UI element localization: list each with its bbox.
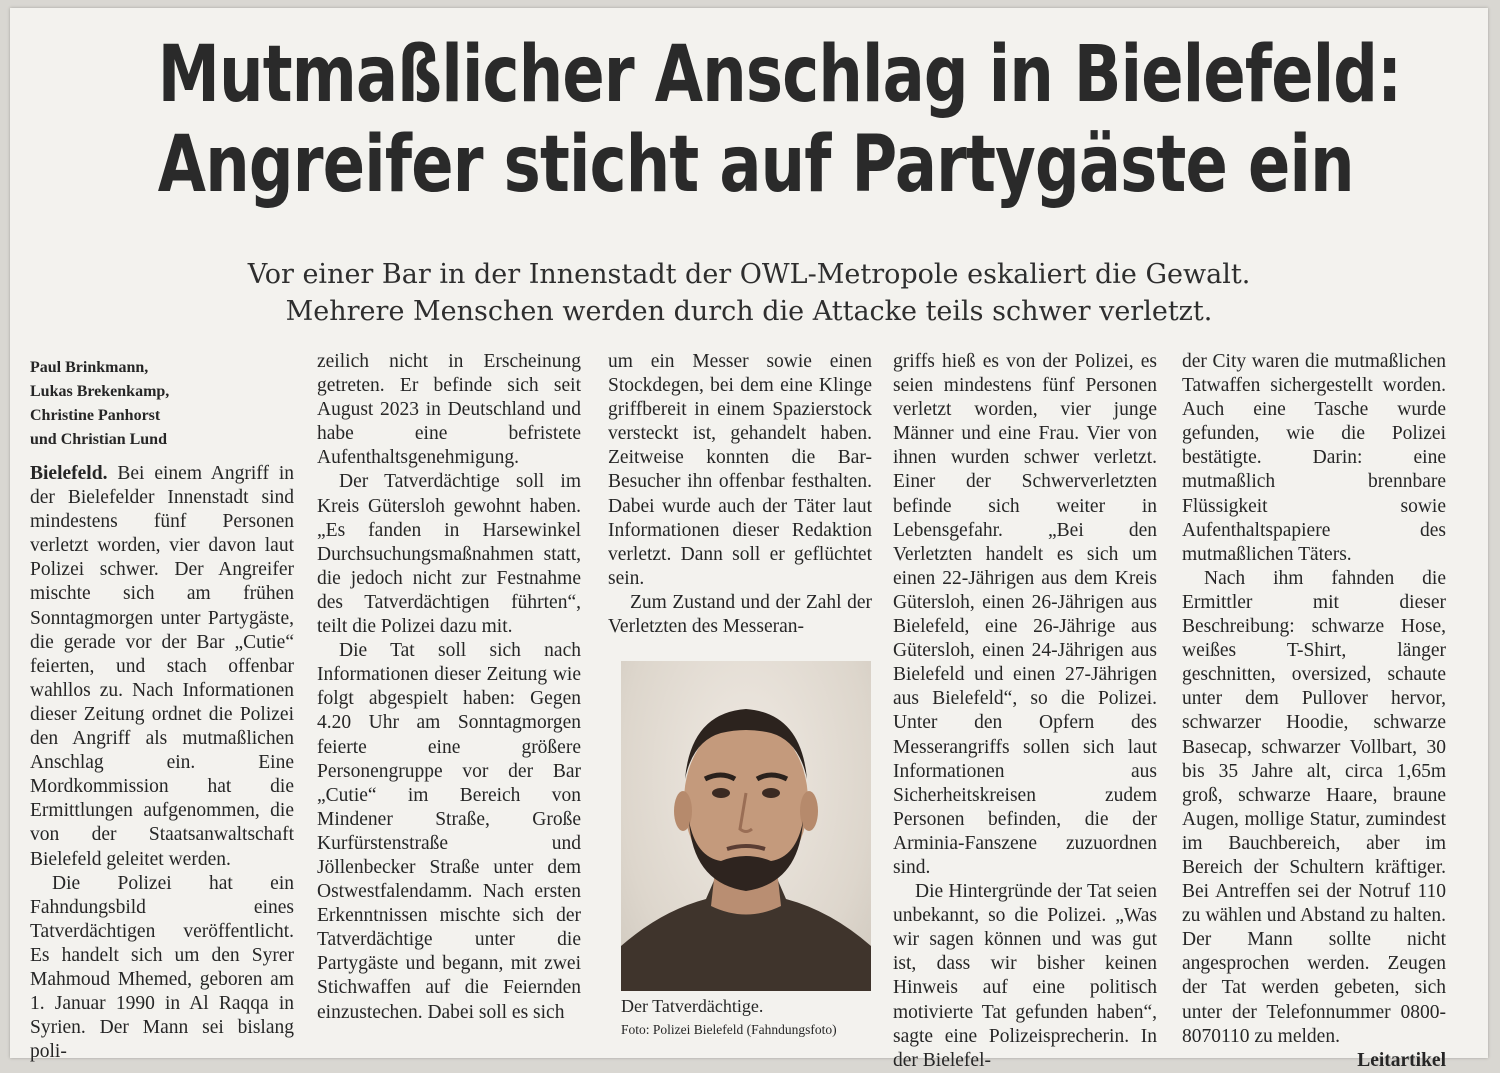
dateline: Bielefeld. <box>30 463 108 484</box>
author-name: und Christian Lund <box>30 431 167 448</box>
article-paragraph <box>30 462 294 872</box>
author-name: Paul Brinkmann, <box>30 359 149 376</box>
article-column-3 <box>608 350 872 639</box>
article-column-2 <box>317 350 581 1025</box>
subheadline-line-1: Vor einer Bar in der Innenstadt der OWL-Metropole eskaliert die Gewalt. <box>247 259 1251 290</box>
article-paragraph: Die Polizei hat ein Fahndungsbild eines Tatverdächtigen veröffentlicht. Es handelt sich um den Syrer Mahmoud Mhemed, geboren am 1. Januar 1990 in Al Raqqa in Syrien. Der Mann sei bislang poli- <box>30 872 294 1063</box>
article-paragraph: Die Tat soll sich nach Informationen dieser Zeitung wie folgt abgespielt haben: Gegen 4.20 Uhr am Sonntagmorgen feierte eine größere Personengruppe vor der Bar „Cutie“ im Bereich von Mindener Straße, Große Kurfürstenstraße und Jöllenbecker Straße unter dem Ostwestfalendamm. Nach ersten Erkenntnissen mischte sich der Tatverdächtige unter die Partygäste und begann, mit zwei Stichwaffen auf die Feiernden einzustechen. Dabei soll es sich <box>317 640 581 1023</box>
author-name: Lukas Brekenkamp, <box>30 383 170 400</box>
article-paragraph: Der Tatverdächtige soll im Kreis Gütersloh gewohnt haben. „Es fanden in Harsewinkel Durchsuchungsmaßnahmen statt, die jedoch nicht zur Festnahme des Tatverdächtigen führten“, teilt die Polizei dazu mit. <box>317 471 581 638</box>
suspect-portrait-image <box>621 661 871 991</box>
leitartikel-reference-link[interactable]: Leitartikel <box>1357 1049 1446 1071</box>
article-paragraph: der City waren die mutmaßlichen Tatwaffen sichergestellt worden. Auch eine Tasche wurde gefunden, wie die Polizei bestätigte. Darin: eine mutmaßlich brennbare Flüssigkeit sowie Aufenthaltspapiere des mutmaßlichen Täters. <box>1182 351 1446 565</box>
article-paragraph: Zum Zustand und der Zahl der Verletzten des Messeran- <box>608 591 872 638</box>
headline-line-1: Mutmaßlicher Anschlag in Bielefeld: <box>157 30 1402 120</box>
article-paragraph <box>1182 567 1446 1071</box>
subheadline-line-2: Mehrere Menschen werden durch die Attacke teils schwer verletzt. <box>285 296 1213 327</box>
paragraph-text: Bei einem Angriff in der Bielefelder Innenstadt sind mindestens fünf Personen verletzt worden, vier davon laut Polizei schwer. Der Angreifer mischte sich am frühen Sonntagmorgen unter Partygäste, die gerade vor der Bar „Cutie“ feierten, und stach offenbar wahllos zu. Nach Informationen dieser Zeitung ordnet die Polizei den Angriff als mutmaßlichen Anschlag ein. Eine Mordkommission hat die Ermittlungen aufgenommen, die von der Staatsanwaltschaft Bielefeld geleitet werden. <box>30 463 294 870</box>
article-paragraph: um ein Messer sowie einen Stockdegen, bei dem eine Klinge griffbereit in einem Spazierstock versteckt ist, gehandelt haben. Zeitweise konnten die Bar-Besucher ihn offenbar festhalten. Dabei wurde auch der Täter laut Informationen dieser Redaktion verletzt. Dann soll er geflüchtet sein. <box>608 351 872 589</box>
newspaper-page <box>10 8 1488 1071</box>
article-paragraph: zeilich nicht in Erscheinung getreten. Er befinde sich seit August 2023 in Deutschland und habe eine befristete Aufenthaltsgenehmigung. <box>317 351 581 469</box>
article-column-1 <box>30 350 294 1064</box>
article-column-4 <box>893 350 1157 1073</box>
headline-line-2: Angreifer sticht auf Partygäste ein <box>157 120 1354 210</box>
suspect-photo <box>621 661 871 991</box>
photo-credit: Foto: Polizei Bielefeld (Fahndungsfoto) <box>621 1022 837 1037</box>
article-column-5 <box>1182 350 1446 1073</box>
photo-caption: Der Tatverdächtige. <box>621 996 764 1016</box>
author-byline <box>30 350 294 452</box>
headline <box>157 30 1402 210</box>
subheadline <box>10 256 1488 330</box>
paragraph-text: Nach ihm fahnden die Ermittler mit dieser Beschreibung: schwarze Hose, weißes T-Shirt, länger geschnitten, oversized, schaute unter dem Pullover hervor, schwarzer Hoodie, schwarze Basecap, schwarzer Vollbart, 30 bis 35 Jahre alt, circa 1,65m groß, schwarze Haare, braune Augen, mollige Statur, zumindest im Bauchbereich, aber im Bereich der Schultern kräftiger. Bei Antreffen sei der Notruf 110 zu wählen und Abstand zu halten. Der Mann sollte nicht angesprochen werden. Zeugen der Tat werden gebeten, sich unter der Telefonnummer 0800-8070110 zu melden. <box>1182 567 1446 1047</box>
article-paragraph: Die Hintergründe der Tat seien unbekannt, so die Polizei. „Was wir sagen können und was gut ist, dass wir bisher keinen Hinweis auf eine politisch motivierte Tat gefunden haben“, sagte eine Polizeisprecherin. In der Bielefel- <box>893 881 1157 1071</box>
article-paragraph: griffs hieß es von der Polizei, es seien mindestens fünf Personen verletzt worden, vier junge Männer und eine Frau. Vier von ihnen wurden schwer verletzt. Einer der Schwerverletzten befinde sich weiter in Lebensgefahr. „Bei den Verletzten handelt es sich um einen 22-Jährigen aus dem Kreis Gütersloh, einen 26-Jährigen aus Bielefeld, eine 26-Jährige aus Gütersloh, einen 24-Jährigen aus Bielefeld und einen 27-Jährigen aus Bielefeld“, so die Polizei. Unter den Opfern des Messerangriffs sollen sich laut Informationen aus Sicherheitskreisen zudem Personen befinden, die der Arminia-Fanszene zuzuordnen sind. <box>893 351 1157 878</box>
author-name: Christine Panhorst <box>30 407 161 424</box>
